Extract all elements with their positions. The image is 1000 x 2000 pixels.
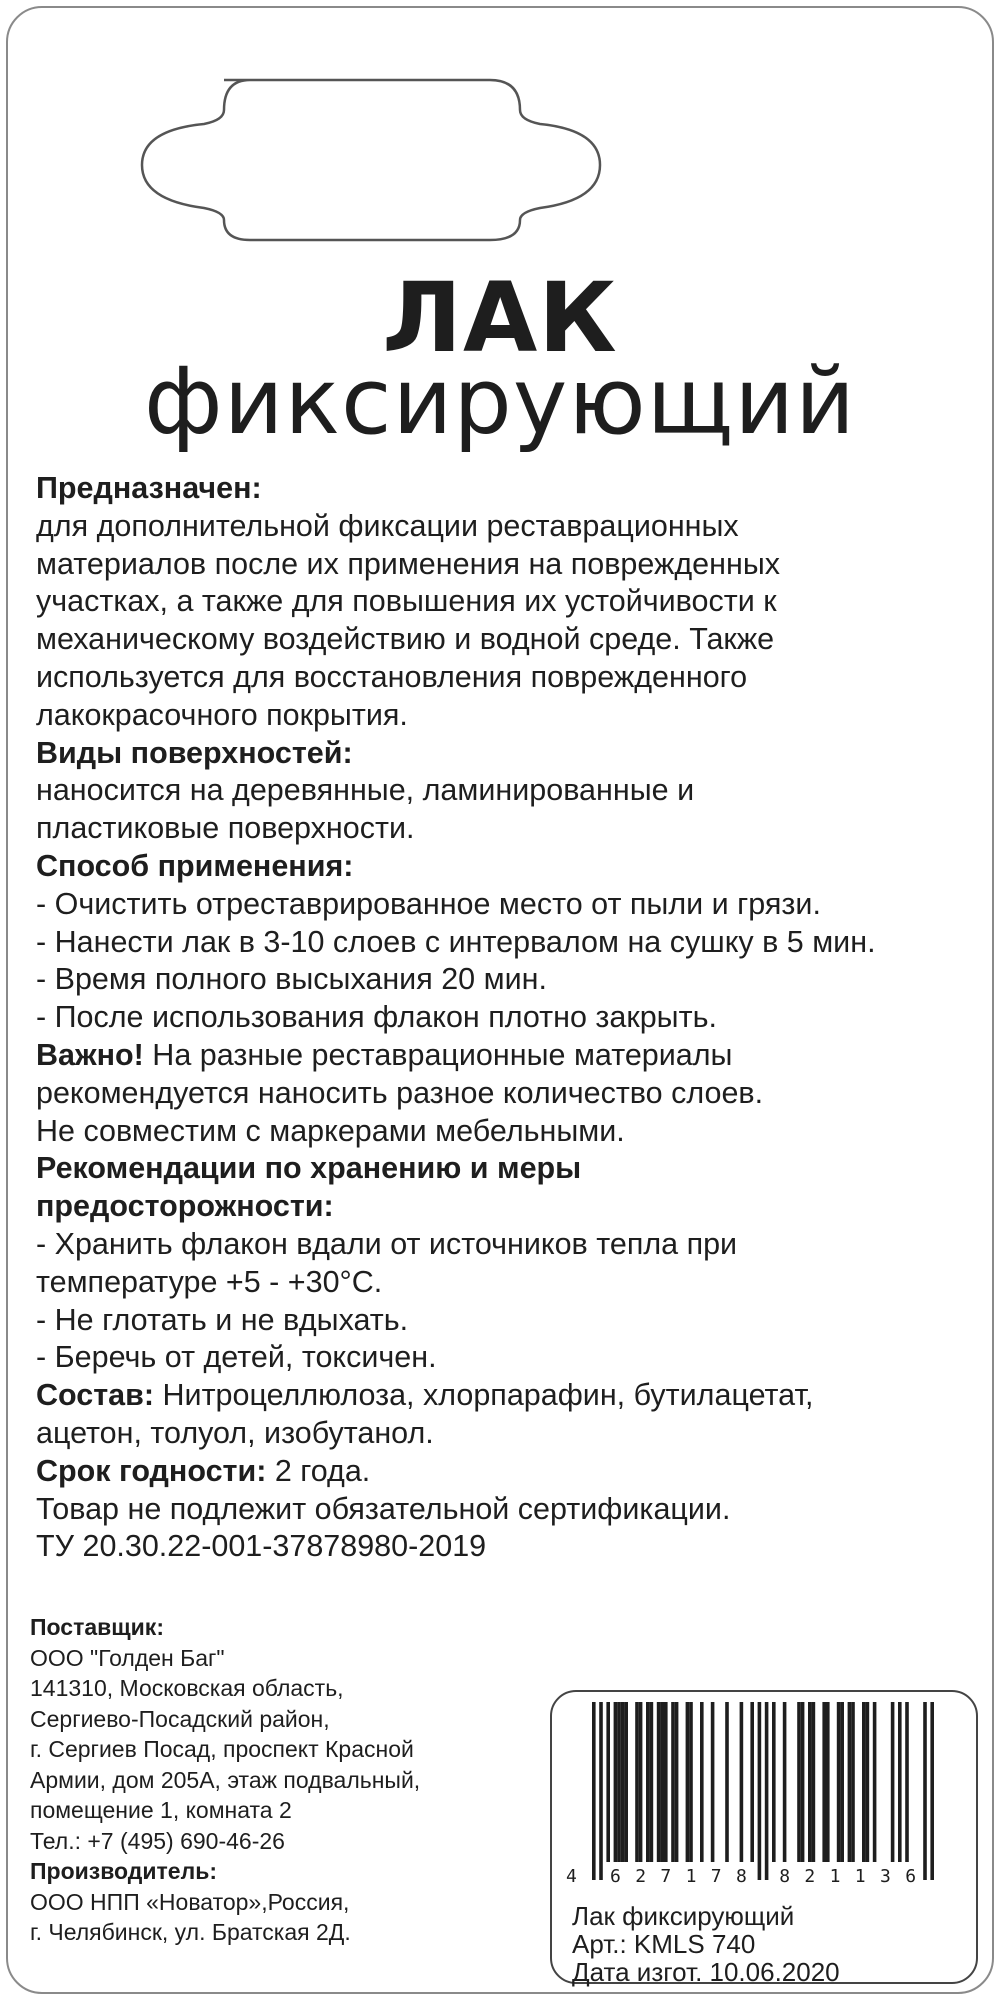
application-heading: Способ применения: [36, 848, 354, 883]
purpose-line: участках, а также для повышения их устойчивости к [36, 584, 777, 619]
barcode-bar [671, 1702, 675, 1862]
barcode-bar [797, 1702, 801, 1862]
purpose-line: для дополнительной фиксации реставрационных [36, 508, 739, 543]
barcode-bar [650, 1702, 654, 1862]
barcode-digit: 3 [880, 1866, 891, 1887]
barcode-bar [812, 1702, 816, 1862]
storage-line: температуре +5 - +30°C. [36, 1264, 383, 1299]
barcode-bar [873, 1702, 877, 1862]
barcode-bar [635, 1702, 639, 1862]
application-step: - Время полного высыхания 20 мин. [36, 962, 547, 997]
product-title: ЛАК [382, 262, 618, 374]
barcode-bar [905, 1702, 909, 1862]
barcode-digit: 2 [635, 1866, 647, 1887]
barcode-digit: 6 [905, 1866, 917, 1887]
certification-note: Товар не подлежит обязательной сертификации. [36, 1491, 731, 1526]
surfaces-line: пластиковые поверхности. [36, 811, 415, 846]
storage-heading: Рекомендации по хранению и меры [36, 1151, 582, 1186]
barcode-bar [660, 1702, 664, 1862]
composition-line: ацетон, толуол, изобутанол. [36, 1415, 434, 1450]
barcode-bar [837, 1702, 841, 1862]
barcode-digit: 6 [610, 1866, 621, 1887]
barcode-bar [686, 1702, 690, 1862]
barcode-bar [840, 1702, 844, 1862]
purpose-line: механическому воздействию и водной среде. Также [36, 622, 775, 657]
important-label: Важно! [36, 1037, 144, 1072]
barcode-bar [700, 1702, 704, 1862]
barcode-guard-bar [930, 1702, 934, 1880]
barcode-bar [848, 1702, 852, 1862]
barcode-bar [621, 1702, 625, 1862]
supplier-line: 141310, Московская область, [30, 1675, 344, 1701]
barcode-digit: 7 [660, 1866, 672, 1887]
surfaces-heading: Виды поверхностей: [36, 735, 353, 770]
barcode-bar [750, 1702, 754, 1862]
supplier-block [30, 1612, 530, 1948]
barcode-bar [862, 1702, 866, 1862]
barcode-bar [866, 1702, 870, 1862]
barcode-guard-bar [599, 1702, 603, 1880]
supplier-line: Сергиево-Посадский район, [30, 1705, 330, 1732]
purpose-line: материалов после их применения на поврежденных [36, 546, 781, 581]
barcode-digit: 2 [804, 1866, 816, 1887]
barcode-digit: 1 [854, 1866, 866, 1887]
application-step: - Нанести лак в 3-10 слоев с интервалом на сушку в 5 мин. [36, 924, 876, 959]
supplier-line: ООО "Голден Баг" [30, 1644, 225, 1671]
barcode-digit: 1 [685, 1866, 697, 1887]
barcode-bar [783, 1702, 787, 1862]
barcode-guard-bar [765, 1702, 769, 1880]
barcode-digit: 7 [710, 1866, 722, 1887]
supplier-phone: Тел.: +7 (495) 690-46-26 [30, 1827, 285, 1854]
surfaces-line: наносится на деревянные, ламинированные и [36, 773, 695, 808]
supplier-line: Армии, дом 205А, этаж подвальный, [30, 1766, 421, 1793]
barcode-bar [606, 1702, 610, 1862]
supplier-line: помещение 1, комната 2 [30, 1797, 292, 1823]
storage-line: - Хранить флакон вдали от источников тепла при [36, 1226, 738, 1261]
product-subtitle: фиксирующий [144, 348, 856, 455]
composition [36, 1377, 966, 1415]
purpose-line: лакокрасочного покрытия. [36, 697, 408, 732]
barcode-bar [646, 1702, 650, 1862]
barcode-bar [675, 1702, 679, 1862]
technical-standard: ТУ 20.30.22-001-37878980-2019 [36, 1529, 487, 1564]
barcode-digit: 4 [566, 1866, 577, 1887]
barcode-icon [566, 1702, 966, 1882]
barcode-digit: 8 [736, 1866, 747, 1887]
shelf-life [36, 1453, 966, 1491]
important-text: На разные реставрационные материалы [143, 1037, 733, 1072]
shelf-life-value: 2 года. [266, 1453, 371, 1488]
barcode-bar [740, 1702, 744, 1862]
supplier-heading: Поставщик: [30, 1614, 164, 1640]
barcode-bar [898, 1702, 902, 1862]
barcode-bar [801, 1702, 805, 1862]
barcode-bar [624, 1702, 628, 1862]
barcode-bar [725, 1702, 729, 1862]
important-line: Не совместим с маркерами мебельными. [36, 1113, 625, 1148]
label-article: Арт.: KMLS 740 [572, 1929, 756, 1959]
barcode-bar [851, 1702, 855, 1862]
barcode-bar [808, 1702, 812, 1862]
barcode-digit: 8 [779, 1866, 791, 1887]
label-product: Лак фиксирующий [572, 1901, 795, 1931]
shelf-life-label: Срок годности: [36, 1453, 267, 1488]
composition-text: Нитроцеллюлоза, хлорпарафин, бутилацетат, [154, 1378, 814, 1413]
barcode-bar [664, 1702, 668, 1862]
storage-line: - Не глотать и не вдыхать. [36, 1302, 409, 1337]
barcode-digits [566, 1866, 966, 1890]
barcode-bar [614, 1702, 618, 1862]
barcode-guard-bar [592, 1702, 596, 1880]
barcode-bar [772, 1702, 776, 1862]
storage-heading: предосторожности: [36, 1189, 334, 1224]
barcode-bar [711, 1702, 715, 1862]
manufacturer-line: ООО НПП «Новатор»,Россия, [30, 1888, 350, 1915]
barcode-bar [657, 1702, 661, 1862]
barcode-bar [891, 1702, 895, 1862]
barcode-bar [826, 1702, 830, 1862]
manufacturer-line: г. Челябинск, ул. Братская 2Д. [30, 1919, 351, 1945]
hang-hole [0, 0, 1000, 260]
barcode-bar [617, 1702, 621, 1862]
important-line: рекомендуется наносить разное количество слоев. [36, 1075, 764, 1110]
purpose-heading: Предназначен: [36, 471, 262, 505]
barcode-bar [822, 1702, 826, 1862]
barcode-guard-bar [923, 1702, 927, 1880]
important-note [36, 1037, 966, 1075]
instructions-block [36, 470, 966, 1566]
barcode-bar [639, 1702, 643, 1862]
barcode-bar [689, 1702, 693, 1862]
application-step: - После использования флакон плотно закрыть. [36, 1000, 717, 1035]
barcode-guard-bar [758, 1702, 762, 1880]
label-lines [572, 1902, 972, 1986]
supplier-line: г. Сергиев Посад, проспект Красной [30, 1736, 414, 1762]
barcode-digit: 1 [829, 1866, 841, 1887]
manufacturer-heading: Производитель: [30, 1858, 217, 1884]
barcode-label [550, 1690, 978, 1987]
application-step: - Очистить отреставрированное место от пыли и грязи. [36, 886, 821, 921]
label-date: Дата изгот. 10.06.2020 [572, 1957, 840, 1987]
composition-label: Состав: [36, 1378, 155, 1413]
storage-line: - Беречь от детей, токсичен. [36, 1340, 437, 1375]
purpose-line: используется для восстановления поврежденного [36, 659, 748, 694]
